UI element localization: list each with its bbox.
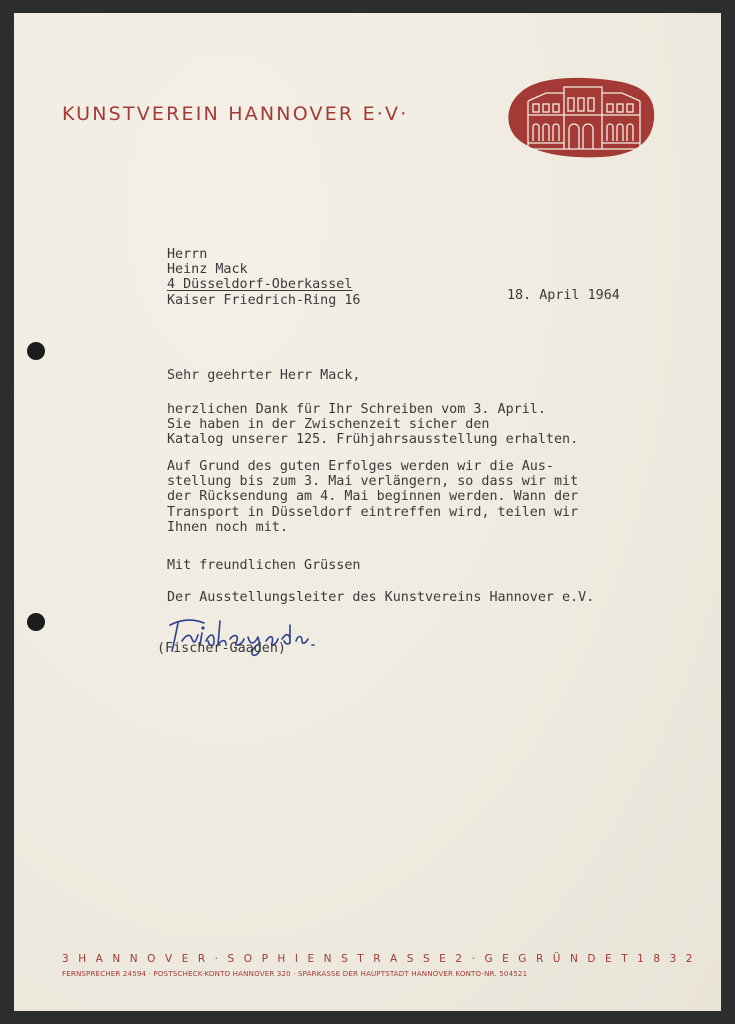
paragraph-line: Auf Grund des guten Erfolges werden wir die Aus- bbox=[167, 459, 554, 474]
paragraph-line: Transport in Düsseldorf eintreffen wird, teilen wir bbox=[167, 504, 579, 520]
paragraph-line: Sie haben in der Zwischenzeit sicher den bbox=[167, 417, 490, 433]
recipient-address bbox=[167, 247, 360, 308]
recipient-line-3: 4 Düsseldorf-Oberkassel bbox=[167, 277, 353, 293]
recipient-line-2: Heinz Mack bbox=[167, 262, 248, 278]
recipient-line-4: Kaiser Friedrich-Ring 16 bbox=[167, 292, 361, 308]
punch-hole-top bbox=[27, 342, 45, 360]
signature-name: (Fischer-Gaaden) bbox=[157, 641, 286, 656]
paragraph-line: Ihnen noch mit. bbox=[167, 519, 288, 535]
salutation: Sehr geehrter Herr Mack, bbox=[167, 368, 361, 383]
body-paragraph-1 bbox=[167, 402, 578, 448]
letterhead-title: KUNSTVEREIN HANNOVER E·V· bbox=[62, 103, 409, 125]
paragraph-line: Katalog unserer 125. Frühjahrsausstellung erhalten. bbox=[167, 432, 579, 448]
building-logo-icon bbox=[506, 73, 658, 159]
paragraph-line: der Rücksendung am 4. Mai beginnen werden. Wann der bbox=[167, 489, 579, 505]
closing: Mit freundlichen Grüssen bbox=[167, 558, 361, 573]
recipient-line-1: Herrn bbox=[167, 247, 208, 262]
punch-hole-bottom bbox=[27, 613, 45, 631]
letter-sheet bbox=[14, 13, 721, 1011]
footer-bank-line: FERNSPRECHER 24594 · POSTSCHECK-KONTO HANNOVER 320 · SPARKASSE DER HAUPTSTADT HANNOVER KONTO-NR. 504521 bbox=[62, 969, 528, 978]
letter-date: 18. April 1964 bbox=[507, 288, 620, 303]
body-paragraph-2 bbox=[167, 459, 578, 535]
signer-title: Der Ausstellungsleiter des Kunstvereins Hannover e.V. bbox=[167, 590, 595, 605]
footer-address-line: 3 H A N N O V E R · S O P H I E N S T R A S S E 2 · G E G R Ü N D E T 1 8 3 2 bbox=[62, 953, 696, 965]
paragraph-line: herzlichen Dank für Ihr Schreiben vom 3. April. bbox=[167, 402, 546, 417]
paragraph-line: stellung bis zum 3. Mai verlängern, so dass wir mit bbox=[167, 474, 579, 490]
